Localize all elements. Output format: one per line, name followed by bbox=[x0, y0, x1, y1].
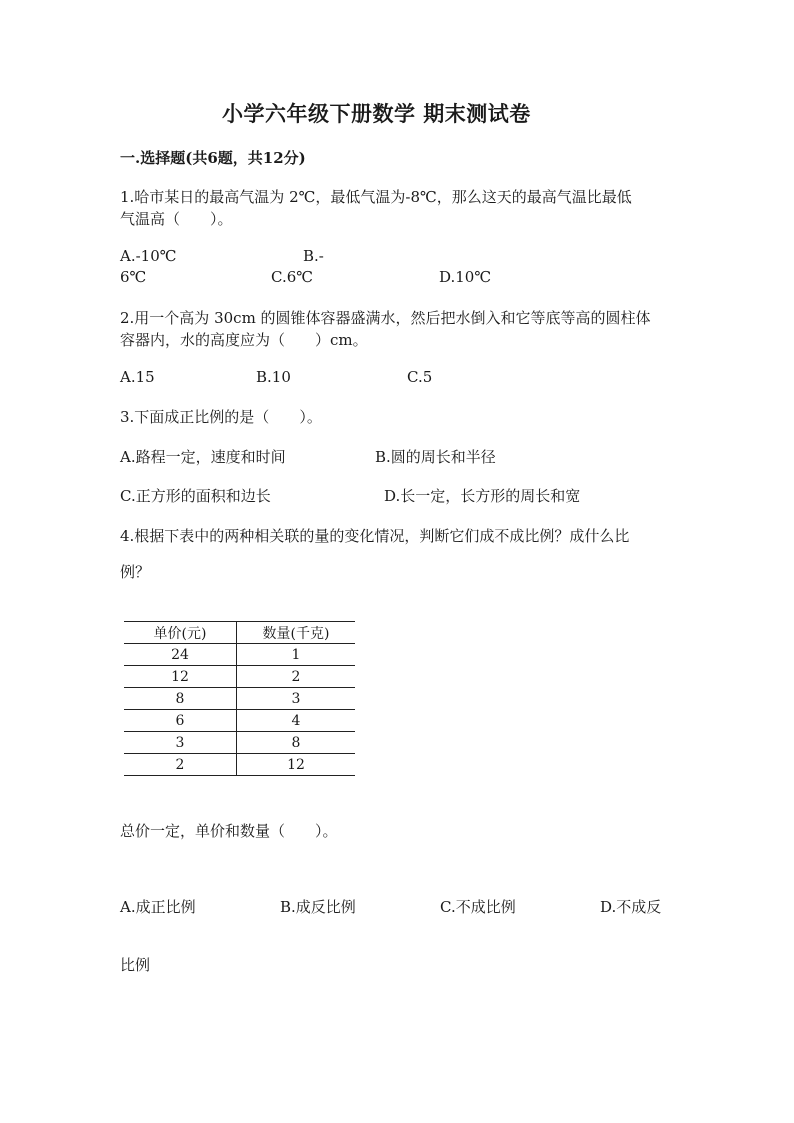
question-1-option-b-cont: 6℃ bbox=[120, 268, 147, 286]
question-4-line-1: 4.根据下表中的两种相关联的量的变化情况，判断它们成不成比例？成什么比 bbox=[120, 527, 630, 545]
question-3-option-b: B.圆的周长和半径 bbox=[375, 448, 496, 466]
question-4-option-d: D.不成反 bbox=[600, 898, 662, 916]
table-header-row bbox=[124, 622, 355, 644]
table-row bbox=[124, 644, 355, 666]
question-3-line-1: 3.下面成正比例的是（ ）。 bbox=[120, 408, 322, 426]
page-title: 小学六年级下册数学 期末测试卷 bbox=[222, 101, 531, 126]
question-2-option-c: C.5 bbox=[407, 368, 433, 386]
table-header-quantity: 数量(千克) bbox=[237, 622, 356, 644]
question-2-line-1: 2.用一个高为 30cm 的圆锥体容器盛满水，然后把水倒入和它等底等高的圆柱体 bbox=[120, 309, 651, 327]
question-1-option-b: B.- bbox=[303, 247, 324, 265]
table-row bbox=[124, 710, 355, 732]
table-cell-price: 24 bbox=[124, 644, 237, 666]
table-cell-price: 2 bbox=[124, 754, 237, 776]
question-4-line-2: 例？ bbox=[120, 563, 151, 581]
question-1-option-a: A.-10℃ bbox=[120, 247, 177, 265]
table-cell-quantity: 3 bbox=[237, 688, 356, 710]
question-4-option-a: A.成正比例 bbox=[120, 898, 196, 916]
table-cell-quantity: 2 bbox=[237, 666, 356, 688]
question-1-option-d: D.10℃ bbox=[439, 268, 492, 286]
question-2-option-a: A.15 bbox=[120, 368, 155, 386]
price-quantity-table bbox=[124, 621, 355, 776]
table-cell-quantity: 1 bbox=[237, 644, 356, 666]
table-row bbox=[124, 754, 355, 776]
question-4-option-d-cont: 比例 bbox=[120, 956, 151, 974]
question-3-option-d: D.长一定，长方形的周长和宽 bbox=[384, 487, 581, 505]
question-3-option-c: C.正方形的面积和边长 bbox=[120, 487, 271, 505]
table-cell-quantity: 12 bbox=[237, 754, 356, 776]
table-cell-price: 12 bbox=[124, 666, 237, 688]
table-row bbox=[124, 666, 355, 688]
question-4-option-c: C.不成比例 bbox=[440, 898, 516, 916]
table-cell-price: 6 bbox=[124, 710, 237, 732]
question-2-option-b: B.10 bbox=[256, 368, 291, 386]
question-2-line-2: 容器内，水的高度应为（ ）cm。 bbox=[120, 331, 368, 349]
question-1-line-2: 气温高（ ）。 bbox=[120, 210, 233, 228]
table-cell-quantity: 4 bbox=[237, 710, 356, 732]
table-row bbox=[124, 732, 355, 754]
section-heading: 一.选择题(共6题，共12分) bbox=[120, 149, 306, 167]
table-header-price: 单价(元) bbox=[124, 622, 237, 644]
table-row bbox=[124, 688, 355, 710]
table-cell-quantity: 8 bbox=[237, 732, 356, 754]
question-3-option-a: A.路程一定，速度和时间 bbox=[120, 448, 286, 466]
question-4-option-b: B.成反比例 bbox=[280, 898, 356, 916]
question-1-line-1: 1.哈市某日的最高气温为 2℃，最低气温为-8℃，那么这天的最高气温比最低 bbox=[120, 188, 632, 206]
question-4-prompt: 总价一定，单价和数量（ ）。 bbox=[120, 822, 338, 840]
question-1-option-c: C.6℃ bbox=[271, 268, 314, 286]
table-cell-price: 3 bbox=[124, 732, 237, 754]
table-cell-price: 8 bbox=[124, 688, 237, 710]
